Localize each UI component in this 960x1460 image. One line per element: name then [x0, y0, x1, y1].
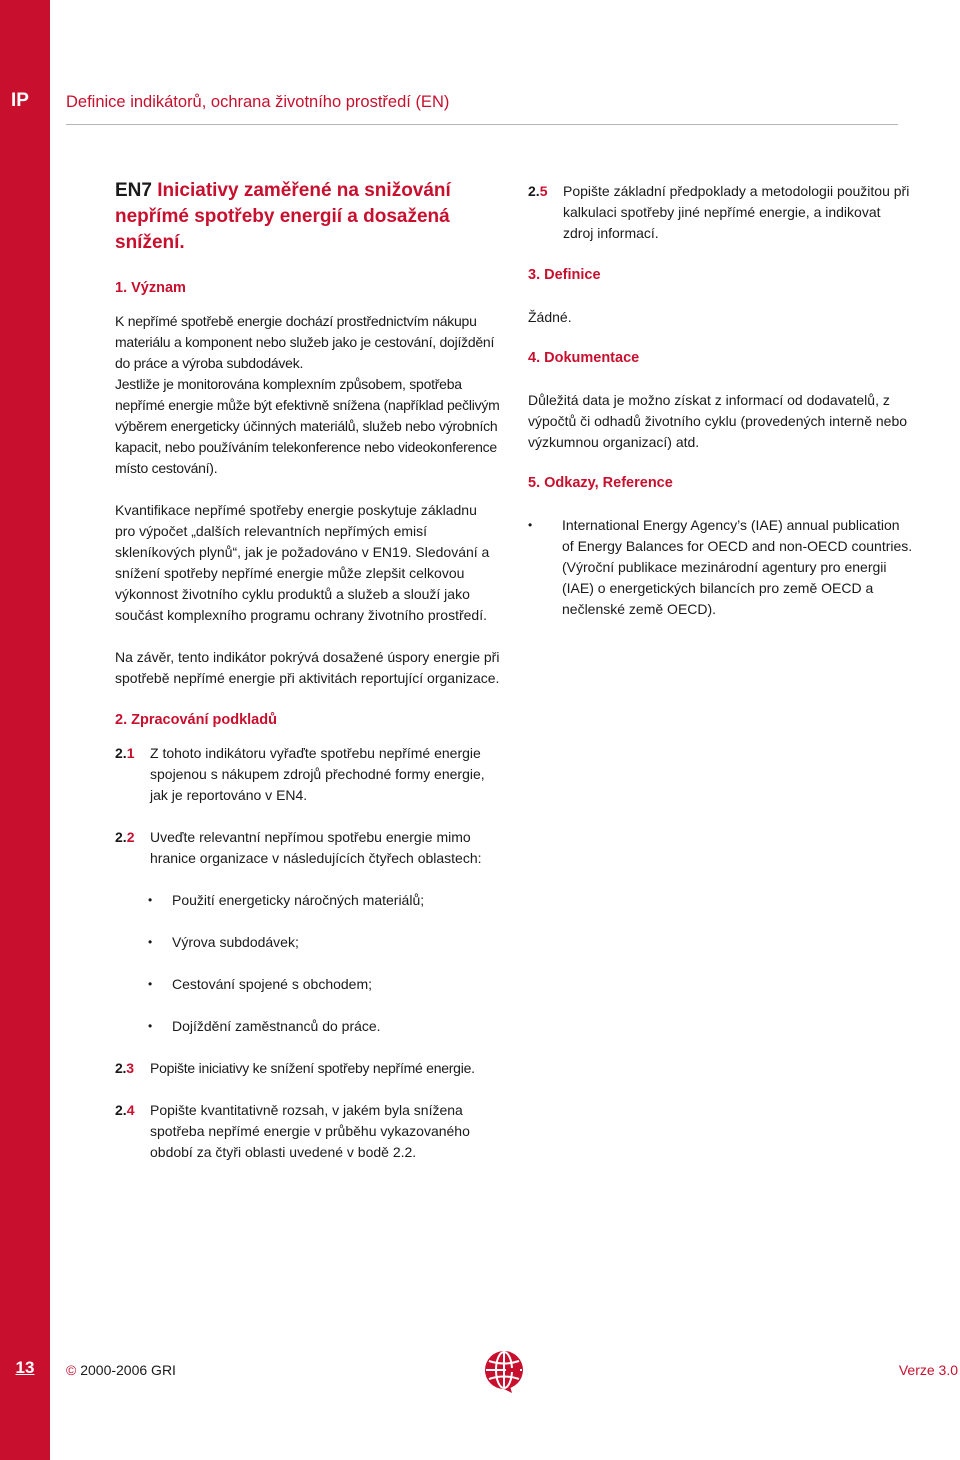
indicator-title: Iniciativy zaměřené na snižování nepřímé spotřeby energií a dosažená snížení. — [115, 180, 451, 253]
item-2-2-text: Uveďte relevantní nepřímou spotřebu energie mimo hranice organizace v následujících čtyřech oblastech: — [150, 829, 482, 866]
item-2-5-number: 2.5 — [528, 183, 548, 199]
paragraph-relevance-2: Jestliže je monitorována komplexním způsobem, spotřeba nepřímé energie může být efektivně snížena (například pečlivým výběrem energeticky účinných materiálů, služeb nebo výrobních kapacit, nebo používáním telekonference nebo videokonference místo cestování). — [115, 376, 500, 476]
item-2-3 — [115, 1058, 500, 1079]
list-item: • Cestování spojené s obchodem; — [115, 974, 500, 995]
item-2-1-text: Z tohoto indikátoru vyřaďte spotřebu nepřímé energie spojenou s nákupem zdrojů přechodné formy energie, jak je reportováno v EN4. — [150, 745, 485, 803]
section-5-title: 5. Odkazy, Reference — [528, 475, 673, 491]
left-column — [115, 178, 500, 1163]
item-2-5-text: Popište základní předpoklady a metodologii použitou při kalkulaci spotřeby jiné nepřímé energie, a indikovat zdroj informací. — [563, 183, 910, 241]
item-2-4-number: 2.4 — [115, 1102, 135, 1118]
gri-globe-logo-icon — [480, 1348, 526, 1394]
item-2-1 — [115, 743, 500, 806]
item-2-3-number: 2.3 — [115, 1060, 134, 1076]
item-2-4-text: Popište kvantitativně rozsah, v jakém byla snížena spotřeba nepřímé energie v průběhu vykazovaného období za čtyři oblasti uvedené v bodě 2.2. — [150, 1102, 470, 1160]
item-2-2-number: 2.2 — [115, 829, 135, 845]
section-3-title: 3. Definice — [528, 267, 601, 283]
item-2-2 — [115, 827, 500, 869]
item-2-4 — [115, 1100, 500, 1163]
section-2-title: 2. Zpracování podkladů — [115, 712, 277, 728]
right-column — [528, 181, 913, 620]
references-list — [528, 515, 913, 620]
copyright-text: 2000-2006 GRI — [80, 1362, 176, 1378]
header-divider — [66, 124, 898, 125]
documentation-text: Důležitá data je možno získat z informací od dodavatelů, z výpočtů či odhadů životního cyklu (provedených interně nebo výzkumnou organizací) atd. — [528, 392, 908, 450]
side-color-bar — [0, 0, 50, 1460]
page-header-title: Definice indikátorů, ochrana životního prostředí (EN) — [66, 93, 450, 111]
section-tag: IP — [11, 90, 29, 111]
list-item: • International Energy Agency’s (IAE) annual publication of Energy Balances for OECD and non-OECD countries. (Výroční publikace mezinárodní agentury pro energii (IAE) o energetických bilancích pro země OECD a nečlenské země OECD). — [528, 515, 913, 620]
indicator-code: EN7 — [115, 180, 152, 201]
section-4-title: 4. Dokumentace — [528, 350, 640, 366]
areas-list — [115, 890, 500, 1037]
copyright-symbol: © — [66, 1362, 77, 1378]
item-2-3-text: Popište iniciativy ke snížení spotřeby nepřímé energie. — [150, 1060, 475, 1076]
definitions-text: Žádné. — [528, 309, 572, 325]
list-item: • Použití energeticky náročných materiálů; — [115, 890, 500, 911]
version-label: Verze 3.0 — [898, 1362, 958, 1378]
section-1-title: 1. Význam — [115, 280, 186, 296]
copyright — [66, 1362, 176, 1378]
item-2-5 — [528, 181, 913, 244]
item-2-1-number: 2.1 — [115, 745, 135, 761]
paragraph-conclusion: Na závěr, tento indikátor pokrývá dosažené úspory energie při spotřebě nepřímé energie při aktivitách reportující organizace. — [115, 649, 500, 686]
indicator-heading — [115, 178, 500, 256]
paragraph-quantification: Kvantifikace nepřímé spotřeby energie poskytuje základnu pro výpočet „dalších relevantních nepřímých emisí skleníkových plynů“, jak je požadováno v EN19. Sledování a snížení spotřeby nepřímé energie může zlepšit celkovou výkonnost životního cyklu produktů a služeb a slouží jako součást komplexního programu ochrany životního prostředí. — [115, 502, 490, 623]
list-item: • Výrova subdodávek; — [115, 932, 500, 953]
list-item: • Dojíždění zaměstnanců do práce. — [115, 1016, 500, 1037]
page-number: 13 — [15, 1358, 35, 1377]
paragraph-relevance-1: K nepřímé spotřebě energie dochází prostřednictvím nákupu materiálu a komponent nebo služeb jako je cestování, dojíždění do práce a výroba subdodávek. — [115, 313, 495, 371]
